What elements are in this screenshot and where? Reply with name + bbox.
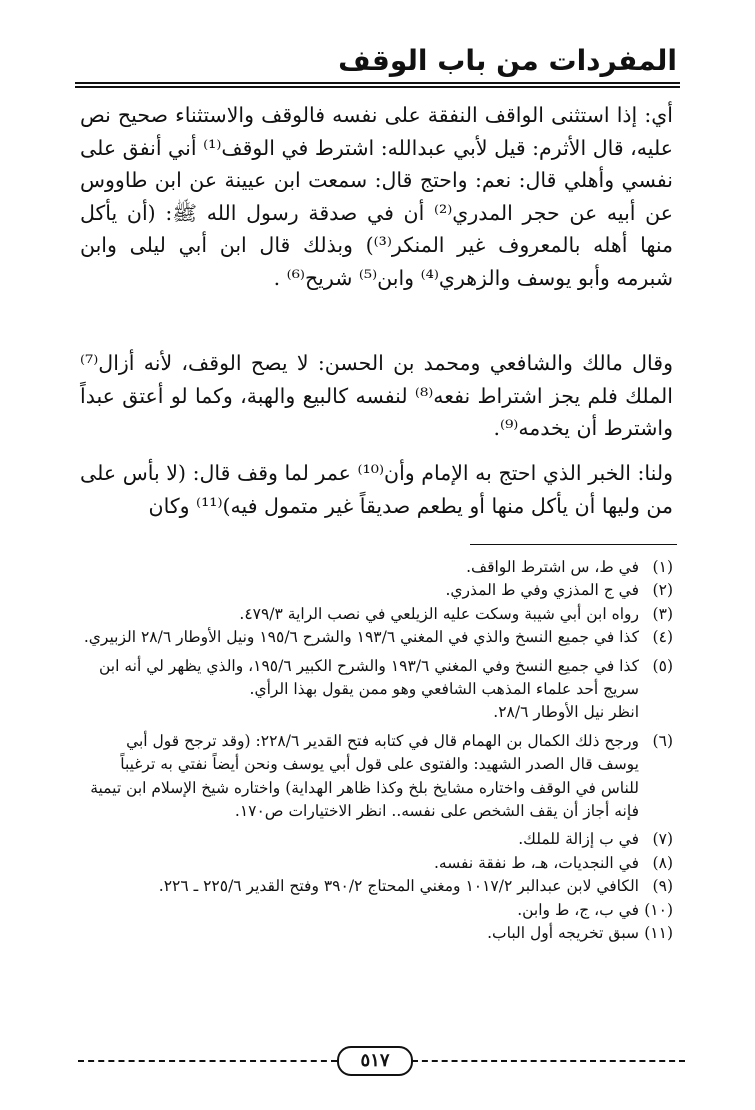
footnote-number: (١١) [644,924,673,943]
footnote-text: في ب إزالة للملك. [518,830,639,849]
footnote-number: (٨) [652,853,673,872]
footnote-4 [80,626,673,649]
footnote-5 [80,655,673,725]
paragraph-1: أي: إذا استثنى الواقف النفقة على نفسه فالوقف والاستثناء صحيح نص عليه، قال الأثرم: قيل لأبي عبدالله: اشترط في الوقف⁽¹⁾ أني أنفق على نفسي وأهلي قال: نعم: واحتج قال: سمعت ابن عيينة عن ابن طاووس عن أبيه عن حجر المدري⁽²⁾ أن في صدقة رسول الله ﷺ: (أن يأكل منها أهله بالمعروف غير المنكر⁽³⁾) وبذلك قال ابن أبي ليلى وابن شبرمه وأبو يوسف والزهري⁽⁴⁾ وابن⁽⁵⁾ شريح⁽⁶⁾ . [80,103,673,290]
footnote-text: في ج المذزي وفي ط المذري. [445,581,639,600]
footer-dashed-rule-left [78,1060,337,1062]
footnote-text-extra: انظر نيل الأوطار ٢٨/٦. [493,703,639,722]
footnote-text: كذا في جميع النسخ وفي المغني ١٩٣/٦ والشرح الكبير ١٩٥/٦، والذي يظهر لي أنه ابن سريج أحد علماء المذهب الشافعي وهو ممن يقول بهذا الرأي. [99,656,639,699]
main-text-block [80,99,673,294]
footer-dashed-rule-right [412,1060,685,1062]
header-rule-bottom [75,86,680,88]
footnote-text-group [80,655,639,725]
page-number: ٥١٧ [337,1046,413,1076]
paragraph-3: ولنا: الخبر الذي احتج به الإمام وأن⁽¹⁰⁾ عمر لما وقف قال: (لا بأس على من وليها أن يأكل منها أو يطعم صديقاً غير متمول فيه)⁽¹¹⁾ وكان [80,461,673,518]
footnote-text: في ط، س اشترط الواقف. [466,558,639,576]
footnote-number: (٢) [652,581,673,600]
footnote-number: (١) [652,558,673,576]
footnote-11 [80,922,673,945]
footnote-number: (٧) [652,830,673,849]
footnote-6 [80,730,673,824]
footnote-1 [80,556,673,579]
footnote-text: في النجديات، هـ، ط نفقة نفسه. [433,853,639,872]
footnote-3 [80,603,673,626]
footnote-text: ورجح ذلك الكمال بن الهمام قال في كتابه فتح القدير ٢٢٨/٦: (وقد ترجح قول أبي يوسف قال الصدر الشهيد: والفتوى على قول أبي يوسف ونحن أيضاً نفتي به ترغيباً للناس في الوقف واختاره مشايخ بلخ وكذا ظاهر الهداية) واختاره شيخ الإسلام ابن تيمية فإنه أجاز أن يقف الشخص على نفسه.. انظر الاختيارات ص١٧٠. [90,731,639,821]
footnote-7 [80,828,673,851]
footnote-2 [80,579,673,602]
footnote-number: (٦) [652,731,673,750]
footnote-8 [80,852,673,875]
footnote-text: سبق تخريجه أول الباب. [487,924,639,943]
footnote-separator [470,544,677,545]
footnote-number: (٩) [652,877,673,896]
footnote-text: كذا في جميع النسخ والذي في المغني ١٩٣/٦ والشرح ١٩٥/٦ ونيل الأوطار ٢٨/٦ الزبيري. [83,628,639,647]
footnote-number: (٥) [652,656,673,675]
footnote-10 [80,899,673,922]
footnote-text: رواه ابن أبي شيبة وسكت عليه الزيلعي في نصب الراية ٤٧٩/٣. [239,604,639,623]
footnote-9 [80,875,673,898]
footnote-text: الكافي لابن عبدالبر ١٠١٧/٢ ومغني المحتاج ٣٩٠/٢ وفتح القدير ٢٢٥/٦ ـ ٢٢٦. [158,877,639,896]
footnote-text: في ب، ج، ط وابن. [517,900,639,919]
footnote-number: (٤) [652,628,673,647]
footnote-number: (١٠) [644,900,673,919]
footnote-number: (٣) [652,604,673,623]
footnotes-list [80,556,673,946]
main-text-block-2 [80,347,673,445]
paragraph-2: وقال مالك والشافعي ومحمد بن الحسن: لا يصح الوقف، لأنه أزال⁽⁷⁾ الملك فلم يجز اشتراط نفعه⁽⁸⁾ لنفسه كالبيع والهبة، وكما لو أعتق عبداً واشترط أن يخدمه⁽⁹⁾. [80,351,673,440]
header-rule-top [75,82,680,84]
running-header-title: المفردات من باب الوقف [338,44,677,77]
main-text-block-3 [80,457,673,522]
